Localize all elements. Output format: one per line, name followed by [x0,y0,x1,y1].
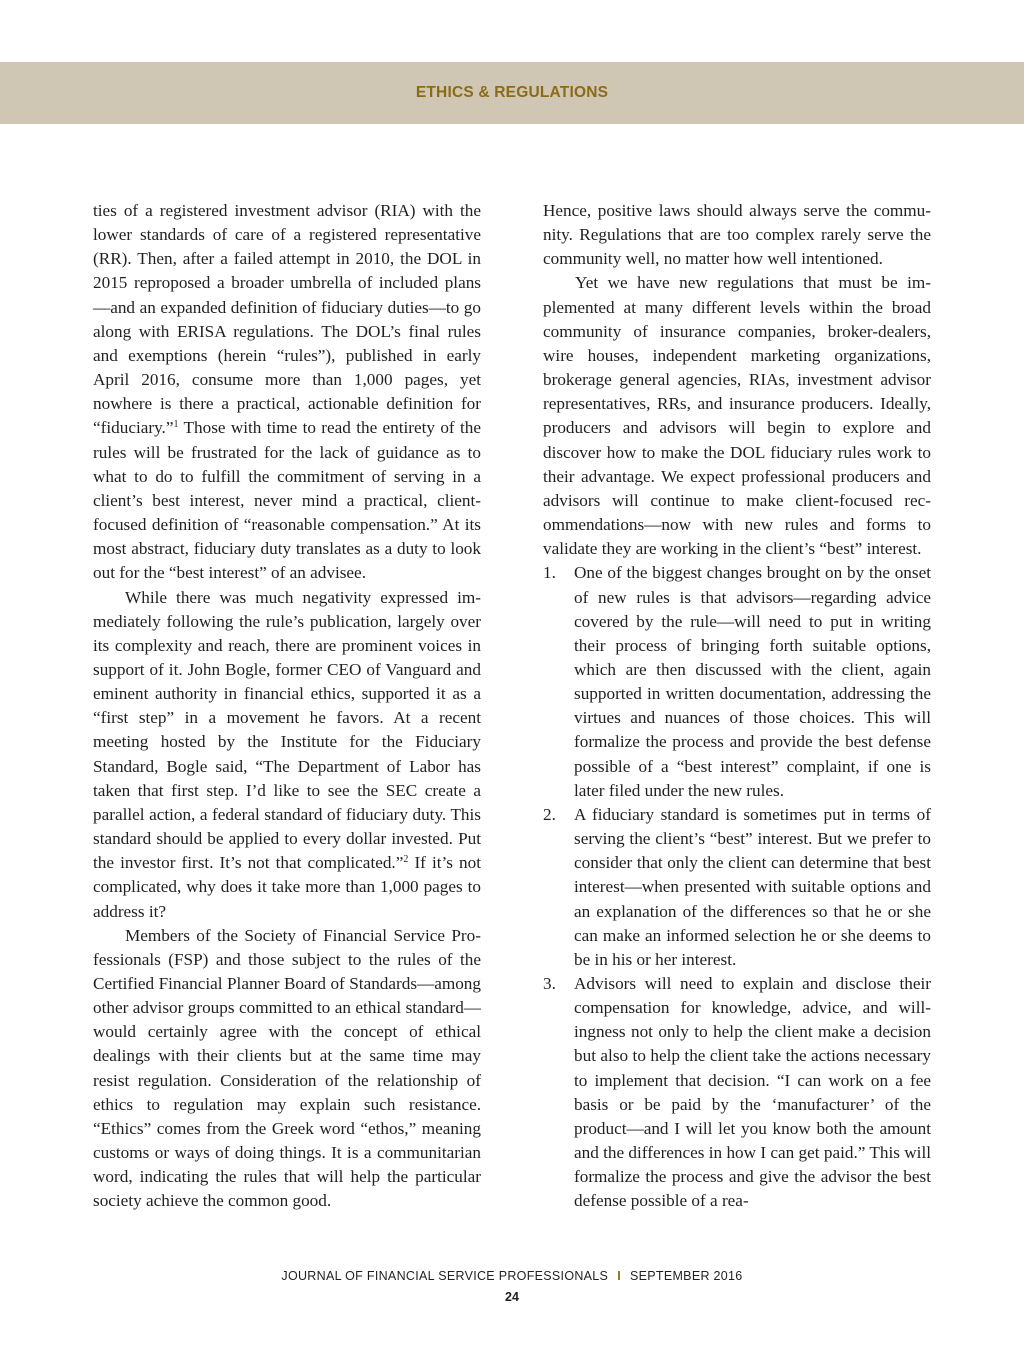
left-column [93,199,481,1214]
list-item [543,803,931,972]
page-footer [0,1269,1024,1283]
right-column [543,199,931,1214]
paragraph: Yet we have new regulations that must be implemented at many different levels within the broad community of insurance companies, broker-dealers, wire houses, independent marketing organizations, brokerage general agencies, RIAs, investment advisor representatives, RRs, and insurance producers. Ideally, producers and advisors will begin to explore and discover how to make the DOL fiduciary rules work to their advantage. We expect professional producers and advisors will continue to make client-focused recommendations—now with new rules and forms to validate they are working in the client’s “best” interest. [543,273,931,559]
paragraph: Hence, positive laws should always serve the community. Regulations that are too complex rarely serve the community well, no matter how well intentioned. [543,201,931,269]
issue-date: SEPTEMBER 2016 [629,1269,743,1283]
page-number: 24 [505,1290,519,1304]
numbered-list [543,561,931,1213]
list-number: 3. [543,974,556,993]
list-number: 1. [543,563,556,583]
list-text: A fiduciary standard is sometimes put in terms of serving the client’s “best” interest. But we prefer to consider that only the client can determine that best interest—when presented with suitable options and an explanation of the differences so that he or she can make an informed selection he or she deems to be in his or her interest. [574,804,931,969]
section-label: ETHICS & REGULATIONS [415,84,609,101]
list-text: Advisors will need to explain and disclose their compensation for knowledge, advice, and willingness not only to help the client make a decision but also to help the client take the actions necessary to implement that decision. “I can work on a fee basis or be paid by the ‘manufacturer’ of the product—and I will let you know both the amount and the differences in how I can get paid.” This will formalize the process and give the advisor the best defense possible of a rea- [574,974,931,1211]
paragraph [93,586,481,924]
footnote-ref: 2 [403,854,409,866]
list-text: One of the biggest changes brought on by the onset of new rules is that advisors—regarding advice covered by the rule—will need to put in writing their process of bringing forth suitable options, which are then discussed with the client, again supported in written documentation, addressing the virtues and nuances of those choices. This will formalize the process and provide the best defense possible of a “best interest” complaint, if one is later filed under the new rules. [574,563,931,800]
footer-separator: I [617,1269,621,1283]
list-item [543,561,931,803]
journal-name: JOURNAL OF FINANCIAL SERVICE PROFESSIONALS [281,1269,609,1283]
footnote-ref: 1 [173,419,179,431]
section-header-band [0,62,1024,124]
paragraph [93,199,481,586]
paragraph-text: While there was much negativity expressed immediately following the rule’s publication, largely over its complexity and reach, there are prominent voices in support of it. John Bogle, former CEO of Vanguard and eminent authority in financial ethics, supported it as a “first step” in a movement he favors. At a recent meeting hosted by the Institute for the Fiduciary Standard, Bogle said, “The Department of Labor has taken that first step. I’d like to see the SEC create a parallel action, a federal standard of fiduciary duty. This standard should be applied to every dollar invested. Put the investor first. It’s not that complicated.” [93,587,481,873]
paragraph-text: Those with time to read the entirety of the rules will be frustrated for the lack of guidance as to what to do to fulfill the commitment of serving in a client’s best interest, never mind a practical, client-focused definition of “reasonable compensation.” At its most abstract, fiduciary duty translates as a duty to look out for the “best interest” of an advisee. [93,418,481,583]
paragraph-text: If it’s not complicated, why does it take more than 1,000 pages to address it? [93,853,481,921]
paragraph-text: ties of a registered investment advisor (RIA) with the lower standards of care of a registered representative (RR). Then, after a failed attempt in 2010, the DOL in 2015 reproposed a broader umbrella of included plans—and an expanded definition of fiduciary duties—to go along with ERISA regulations. The DOL’s final rules and exemptions (herein “rules”), published in early April 2016, consume more than 1,000 pages, yet nowhere is there a practical, actionable definition for “fiduciary.” [93,201,481,438]
list-number: 2. [543,804,556,824]
list-item [543,972,931,1214]
paragraph: Members of the Society of Financial Service Professionals (FSP) and those subject to the rules of the Certified Financial Planner Board of Standards—among other advisor groups committed to an ethical standard—would certainly agree with the concept of ethical dealings with their clients but at the same time may resist regulation. Consideration of the relationship of ethics to regulation may explain such resistance. “Ethics” comes from the Greek word “ethos,” meaning customs or ways of doing things. It is a communitarian word, indicating the rules that will help the particular society achieve the common good. [93,925,481,1211]
